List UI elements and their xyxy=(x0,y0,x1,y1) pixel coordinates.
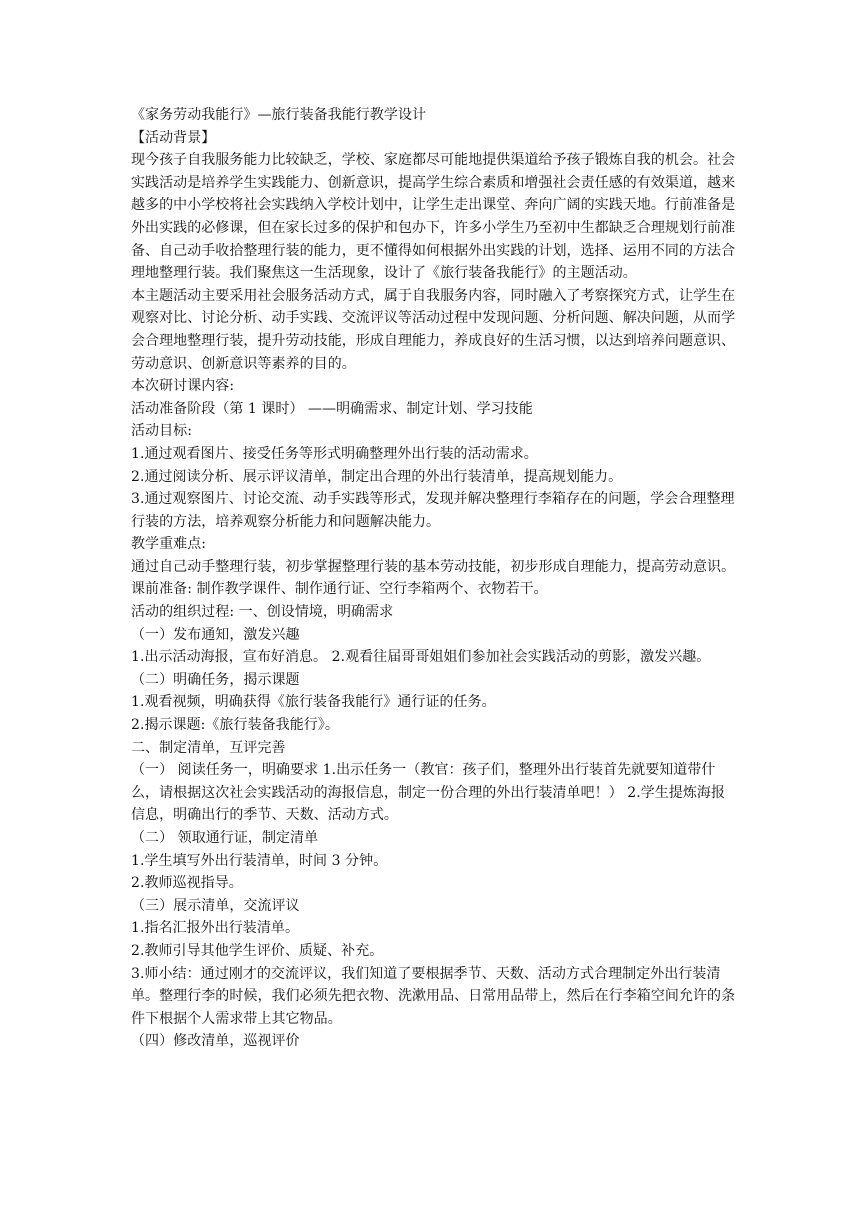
step-1-1-text: 1.出示活动海报，宣布好消息。 2.观看往届哥哥姐姐们参加社会实践活动的剪影，激发兴趣。 xyxy=(131,649,711,666)
section-heading-background: 【活动背景】 xyxy=(131,129,216,146)
process-line: 活动的组织过程: 一、创设情境，明确需求 xyxy=(131,604,394,621)
paragraph-background-1: 现今孩子自我服务能力比较缺乏，学校、家庭都尽可能地提供渠道给予孩子锻炼自我的机会。社会实践活动是培养学生实践能力、创新意识，提高学生综合素质和增强社会责任感的有效渠道，越来越多的中小学校将社会实践纳入学校计划中，让学生走出课堂、奔向广阔的实践天地。行前准备是外出实践的必修课，但在家长过多的保护和包办下，许多小学生乃至初中生都缺乏合理规划行前准备、自己动手收拾整理行装的能力，更不懂得如何根据外出实践的计划，选择、运用不同的方法合理地整理行装。我们聚焦这一生活现象，设计了《旅行装备我能行》的主题活动。 xyxy=(131,152,736,282)
key-points-label: 教学重难点: xyxy=(131,536,207,553)
paragraph-background-2: 本主题活动主要采用社会服务活动方式，属于自我服务内容，同时融入了考察探究方式，让学生在观察对比、讨论分析、动手实践、交流评议等活动过程中发现问题、分析问题、解决问题，从而学会合理地整理行装，提升劳动技能，形成自理能力，养成良好的生活习惯，以达到培养问题意识、劳动意识、创新意识等素养的目的。 xyxy=(131,287,736,372)
step-1-2-text-2: 2.揭示课题:《旅行装备我能行》。 xyxy=(131,717,339,734)
step-1-2-text-1: 1.观看视频，明确获得《旅行装备我能行》通行证的任务。 xyxy=(131,694,496,711)
step-2-2-text-1: 1.学生填写外出行装清单，时间 3 分钟。 xyxy=(131,852,388,869)
section-2-heading: 二、制定清单，互评完善 xyxy=(131,739,286,756)
goals-label: 活动目标: xyxy=(131,423,192,440)
goal-item-3: 3.通过观察图片、讨论交流、动手实践等形式，发现并解决整理行李箱存在的问题，学会合理整理行装的方法，培养观察分析能力和问题解决能力。 xyxy=(131,491,735,530)
key-points-text: 通过自己动手整理行装，初步掌握整理行装的基本劳动技能，初步形成自理能力，提高劳动意识。 xyxy=(131,558,736,575)
document-title: 《家务劳动我能行》—旅行装备我能行教学设计 xyxy=(131,107,427,123)
step-2-4-heading: （四）修改清单，巡视评价 xyxy=(131,1033,300,1050)
step-2-3-text-1: 1.指名汇报外出行装清单。 xyxy=(131,920,300,937)
goal-item-1: 1.通过观看图片、接受任务等形式明确整理外出行装的活动需求。 xyxy=(131,445,538,462)
phase-line: 活动准备阶段（第 1 课时） ——明确需求、制定计划、学习技能 xyxy=(131,400,533,417)
step-1-1-heading: （一）发布通知，激发兴趣 xyxy=(131,626,300,643)
preparation-line: 课前准备: 制作教学课件、制作通行证、空行李箱两个、衣物若干。 xyxy=(131,581,548,598)
research-content-label: 本次研讨课内容: xyxy=(131,378,235,395)
step-2-1-text: （一） 阅读任务一，明确要求 1.出示任务一（教官：孩子们，整理外出行装首先就要知道带什么，请根据这次社会实践活动的海报信息，制定一份合理的外出行装清单吧！） 2.学生提炼海报信息，明确出行的季节、天数、活动方式。 xyxy=(131,762,726,824)
step-2-2-text-2: 2.教师巡视指导。 xyxy=(131,875,243,892)
document-page xyxy=(131,104,739,1053)
step-1-2-heading: （二）明确任务，揭示课题 xyxy=(131,671,300,688)
step-2-3-heading: （三）展示清单，交流评议 xyxy=(131,897,300,914)
goal-item-2: 2.通过阅读分析、展示评议清单，制定出合理的外出行装清单，提高规划能力。 xyxy=(131,468,623,485)
step-2-3-text-2: 2.教师引导其他学生评价、质疑、补充。 xyxy=(131,942,384,959)
step-2-2-heading: （二） 领取通行证，制定清单 xyxy=(131,830,319,846)
step-2-3-text-3: 3.师小结：通过刚才的交流评议，我们知道了要根据季节、天数、活动方式合理制定外出行装清单。整理行李的时候，我们必须先把衣物、洗漱用品、日常用品带上，然后在行李箱空间允许的条件下根据个人需求带上其它物品。 xyxy=(131,965,736,1027)
